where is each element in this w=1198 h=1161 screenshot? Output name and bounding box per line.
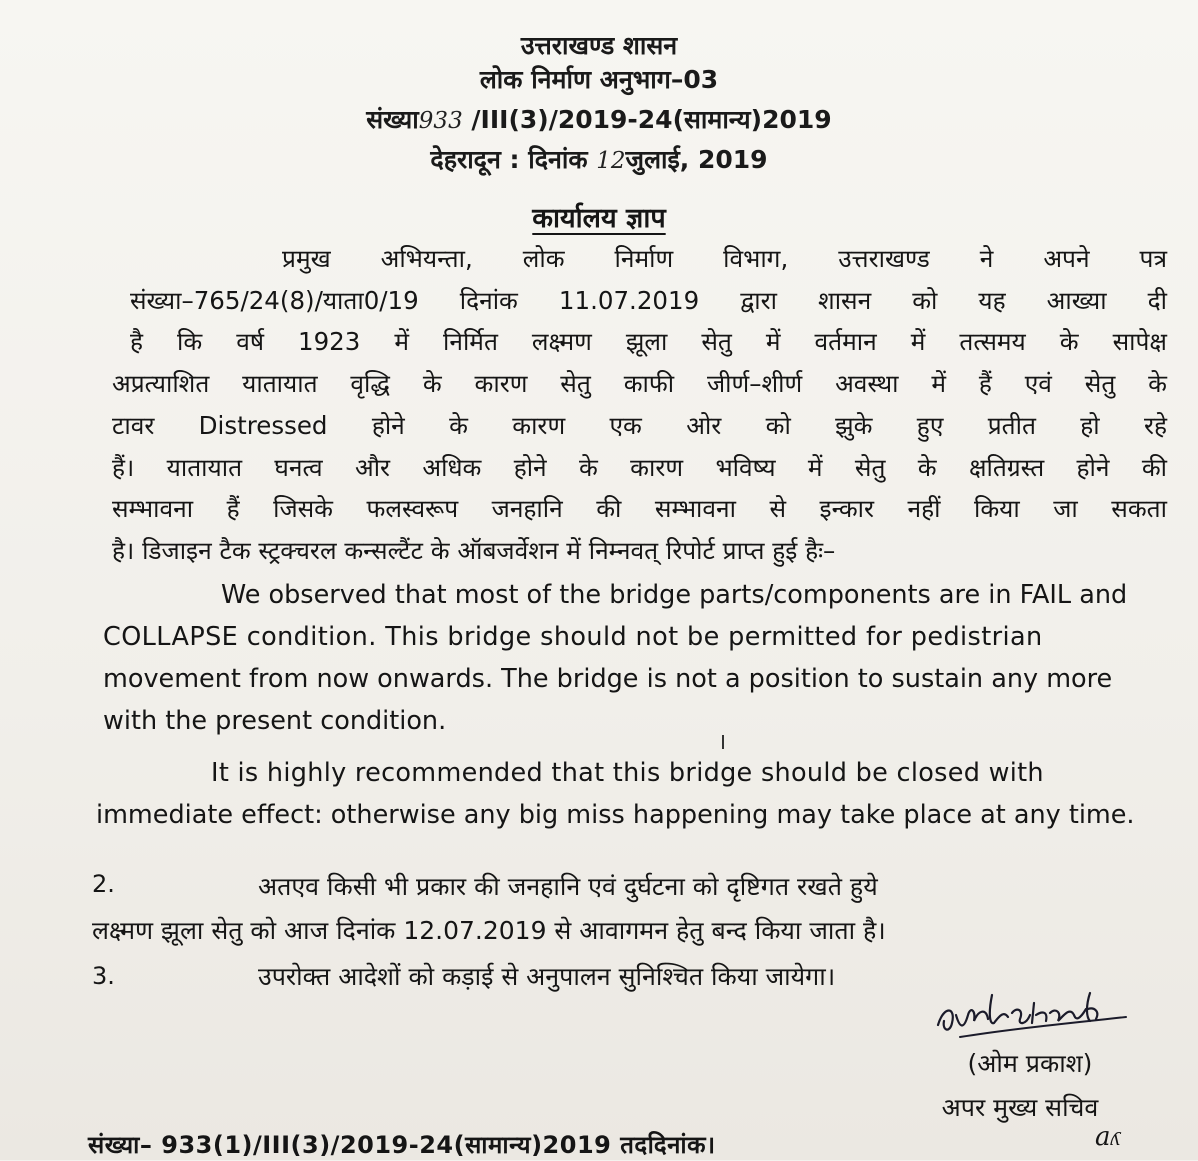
handwritten-day: 12 [596,148,626,174]
government-title: उत्तराखण्ड शासन [520,31,678,60]
signature-image [930,985,1130,1055]
observation-line: with the present condition. [103,706,447,736]
hindi-line: अप्रत्याशित यातायात वृद्धि के कारण सेतु काफी जीर्ण–शीर्ण अवस्था में हैं एवं सेतु के [112,369,1167,399]
point-text [92,910,1192,951]
observation-line: We observed that most of the bridge parts/components are in FAIL and [221,580,1128,610]
reference-prefix: संख्या [366,105,419,134]
copy-reference: संख्या– 933(1)/III(3)/2019-24(सामान्य)2019 तददिनांक। [88,1131,716,1159]
consultant-observation [103,574,1183,742]
initials-mark: aʎ [1095,1122,1121,1152]
point-number: 2. [92,870,115,898]
hindi-line: है। डिजाइन टैक स्ट्रक्चरल कन्सल्टैंट के ऑबजर्वेशन में निम्नवत् रिपोर्ट प्राप्त हुई हैः– [112,535,836,565]
hindi-line: हैं। यातायात घनत्व और अधिक होने के कारण भविष्य में सेतु के क्षतिग्रस्त होने की [112,452,1167,482]
hindi-line: प्रमुख अभियन्ता, लोक निर्माण विभाग, उत्तराखण्ड ने अपने पत्र [282,244,1167,273]
handwritten-ref-number: 933 [418,108,463,134]
memo-subject: कार्यालय ज्ञाप [532,203,666,234]
point-line: उपरोक्त आदेशों को कड़ाई से अनुपालन सुनिश्चित किया जायेगा। [258,962,836,991]
point-line: लक्ष्मण झूला सेतु को आज दिनांक 12.07.2019 से आवागमन हेतु बन्द किया जाता है। [92,916,886,945]
hindi-line: संख्या–765/24(8)/याता0/19 दिनांक 11.07.2019 द्वारा शासन को यह आख्या दी [130,285,1167,315]
place-and-date [0,142,1198,176]
point-line: अतएव किसी भी प्रकार की जनहानि एवं दुर्घटना को दृष्टिगत रखते हुये [258,872,878,901]
recommendation-line: immediate effect: otherwise any big miss happening may take place at any time. [96,800,1135,830]
observation-line: COLLAPSE condition. This bridge should not be permitted for pedistrian [103,622,1043,652]
reference-suffix: /III(3)/2019-24(सामान्य)2019 [471,105,832,134]
hindi-line: टावर Distressed होने के कारण एक ओर को झुके हुए प्रतीत हो रहे [112,410,1167,440]
point-text [258,866,1186,907]
consultant-recommendation [96,752,1191,836]
hindi-line: सम्भावना हैं जिसके फलस्वरूप जनहानि की सम्भावना से इन्कार नहीं किया जा सकता [112,494,1167,524]
date-suffix: जुलाई, 2019 [625,145,768,174]
point-number: 3. [92,962,115,990]
hindi-line: है कि वर्ष 1923 में निर्मित लक्ष्मण झूला सेतु में वर्तमान में तत्समय के सापेक्ष [130,327,1167,357]
stray-mark [722,735,724,749]
recommendation-line: It is highly recommended that this bridge should be closed with [211,758,1044,788]
signatory-name: (ओम प्रकाश) [967,1049,1093,1078]
reference-number [0,102,1198,136]
date-prefix: देहरादून : दिनांक [430,145,588,174]
signatory-designation: अपर मुख्य सचिव [941,1093,1099,1122]
hindi-body [112,238,1167,572]
department-name: लोक निर्माण अनुभाग–03 [479,65,719,94]
observation-line: movement from now onwards. The bridge is not a position to sustain any more [103,664,1113,694]
